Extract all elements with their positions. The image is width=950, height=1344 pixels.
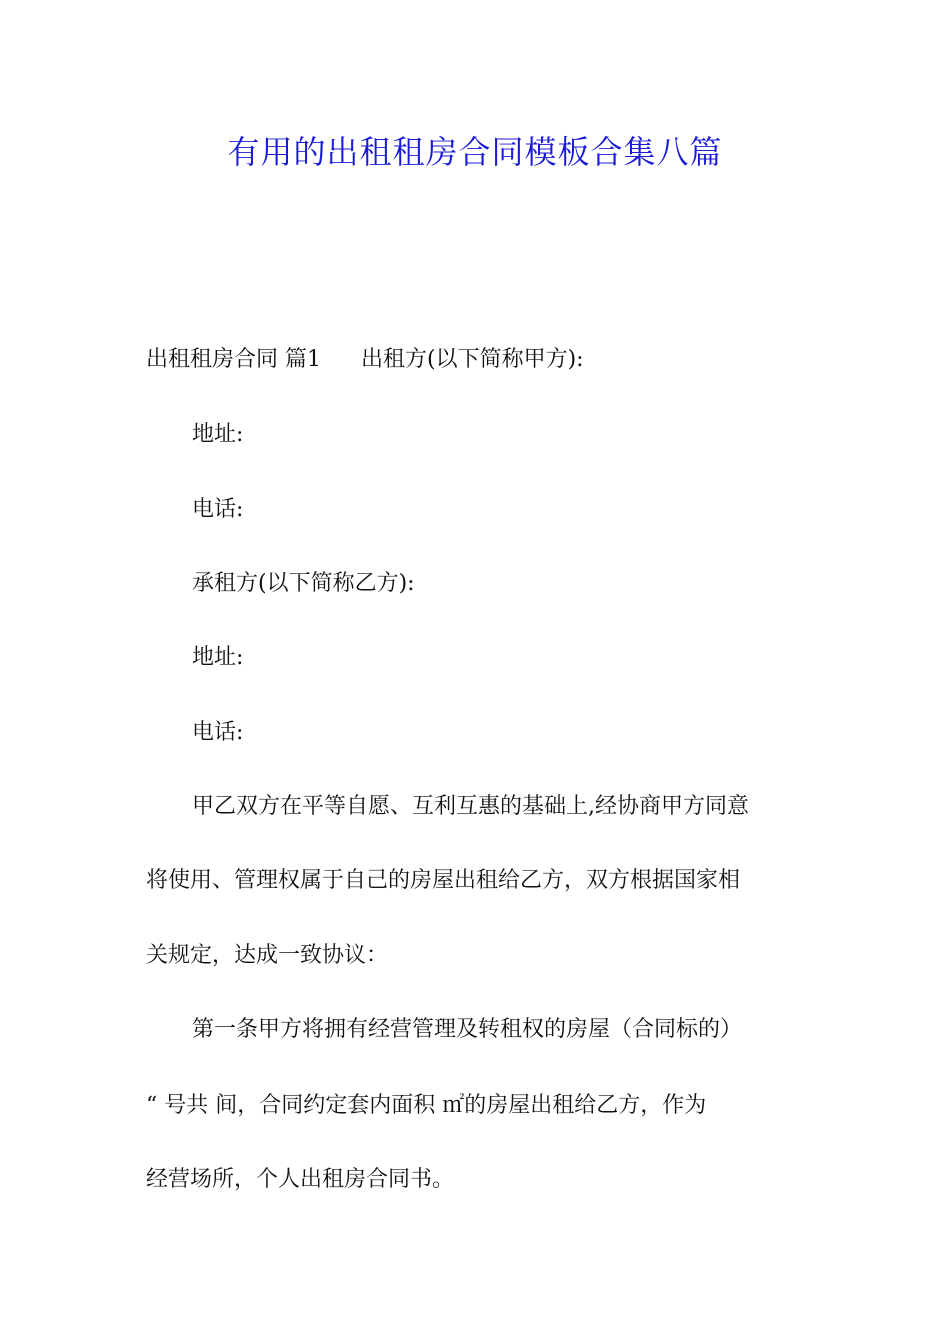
contract-heading-line [146, 345, 584, 375]
paragraph-2-line-3: 经营场所，个人出租房合同书。 [146, 1167, 455, 1192]
contract-part-heading: 出租租房合同 篇1 [146, 347, 321, 372]
lessor-address-label: 地址: [192, 422, 244, 447]
lessee-address-label: 地址: [192, 645, 244, 670]
lessee-phone-label: 电话: [192, 720, 244, 745]
paragraph-1-line-1: 甲乙双方在平等自愿、互利互惠的基础上,经协商甲方同意 [192, 794, 749, 819]
lessor-label: 出租方(以下简称甲方): [361, 347, 584, 372]
lessee-label: 承租方(以下简称乙方): [192, 571, 415, 596]
lessor-phone-label: 电话: [192, 497, 244, 522]
paragraph-1-line-3: 关规定，达成一致协议： [146, 943, 389, 968]
document-title: 有用的出租租房合同模板合集八篇 [227, 133, 723, 171]
paragraph-2-line-1: 第一条甲方将拥有经营管理及转租权的房屋（合同标的） [192, 1017, 743, 1042]
paragraph-2-line-2: “ 号共 间，合同约定套内面积 ㎡的房屋出租给乙方，作为 [146, 1093, 707, 1118]
paragraph-1-line-2: 将使用、管理权属于自己的房屋出租给乙方，双方根据国家相 [146, 868, 741, 893]
